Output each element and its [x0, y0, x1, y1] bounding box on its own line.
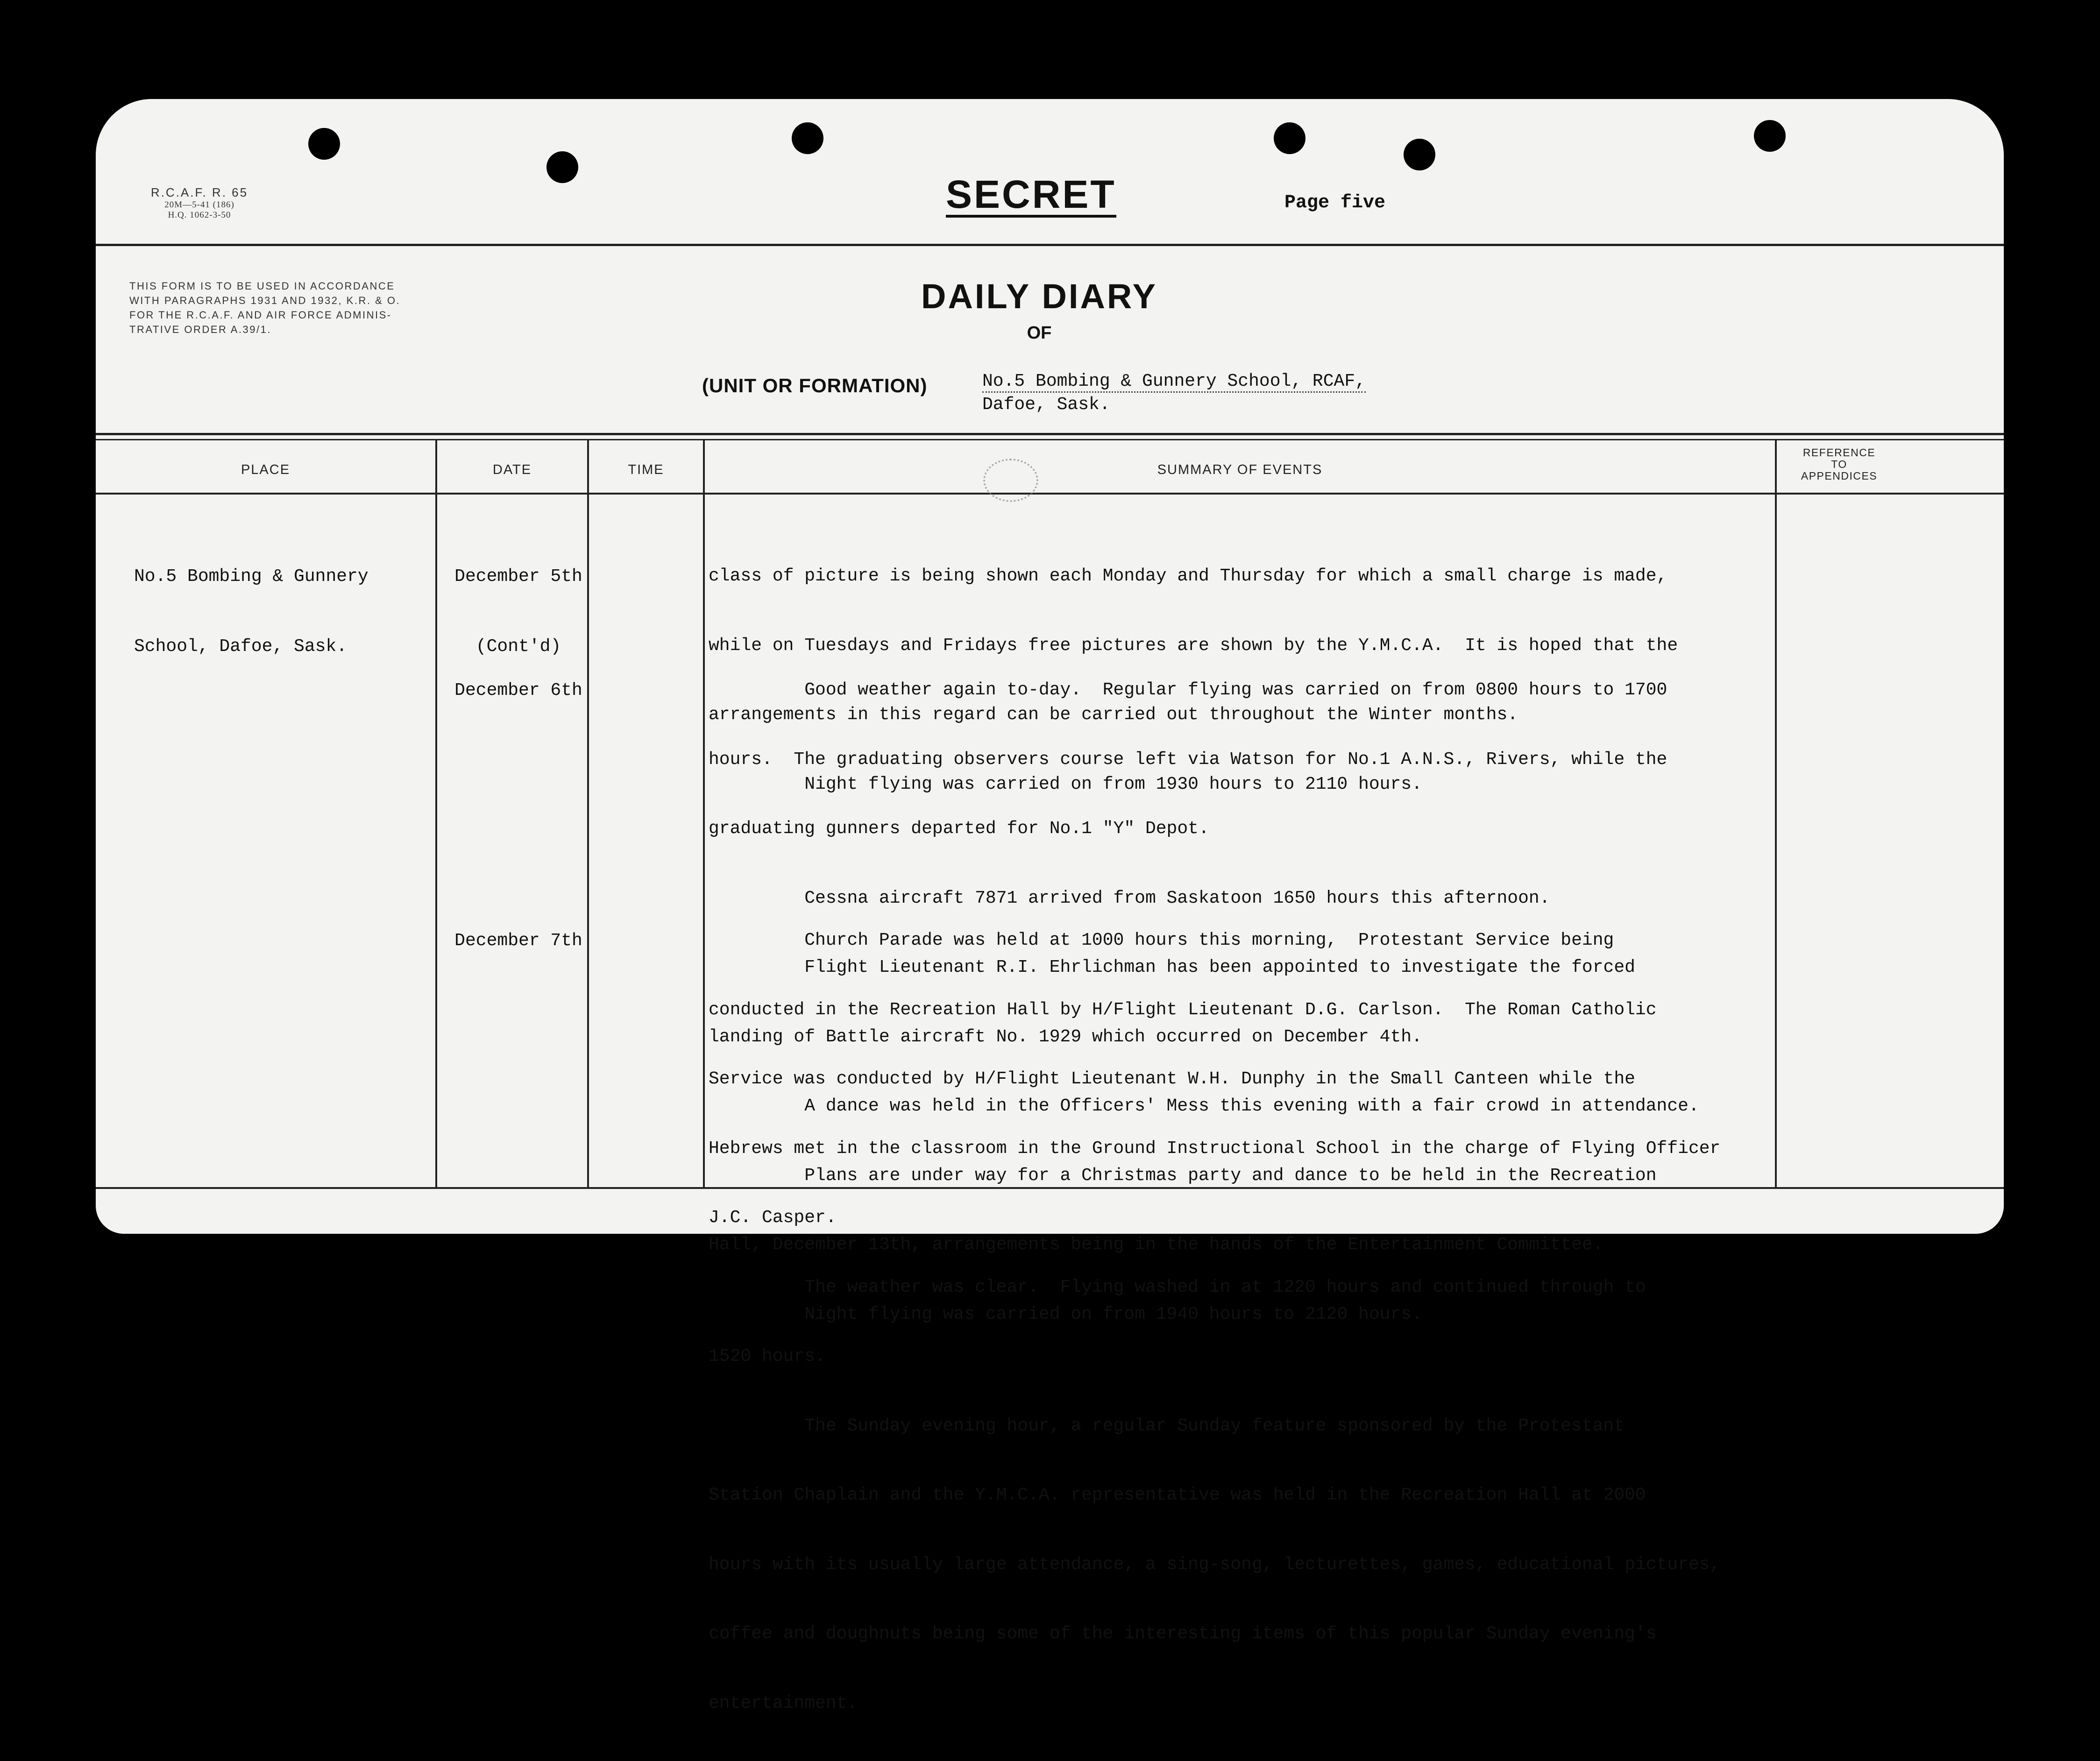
- page-number: Page five: [1284, 192, 1386, 213]
- reference-header-line: REFERENCE: [1802, 446, 1876, 459]
- reference-header-line: APPENDICES: [1801, 470, 1878, 482]
- ink-stamp: [983, 459, 1038, 502]
- summary-line: Cessna aircraft 7871 arrived from Saskatoon 1650 hours this afternoon.: [709, 888, 1550, 908]
- table-top-rule: [96, 433, 2004, 435]
- unit-value: [982, 370, 1366, 417]
- place-line: School, Dafoe, Sask.: [134, 637, 348, 657]
- date-cell: [441, 632, 596, 749]
- reference-header-line: TO: [1831, 458, 1847, 470]
- summary-entry: [709, 883, 1802, 1761]
- summary-line: hours with its usually large attendance, a sing-song, lecturettes, games, educational pictures,: [709, 1554, 1721, 1575]
- column-divider: [435, 440, 437, 1187]
- form-instructions: [129, 279, 484, 337]
- summary-line: The Sunday evening hour, a regular Sunday feature sponsored by the Protestant: [709, 1415, 1625, 1436]
- binder-hole: [1404, 139, 1435, 170]
- column-header-date: DATE: [492, 462, 532, 477]
- summary-line: J.C. Casper.: [709, 1208, 837, 1228]
- summary-line: Hall, December 13th, arrangements being in the hands of the Entertainment Committee.: [709, 1235, 1603, 1255]
- instruction-line: THIS FORM IS TO BE USED IN ACCORDANCE: [129, 280, 395, 292]
- header-rule: [96, 244, 2004, 246]
- summary-line: Station Chaplain and the Y.M.C.A. representative was held in the Recreation Hall at 2000: [709, 1485, 1646, 1505]
- summary-line: landing of Battle aircraft No. 1929 which occurred on December 4th.: [709, 1026, 1422, 1047]
- date-line: December 7th: [454, 931, 582, 951]
- classification-stamp: SECRET: [946, 174, 1116, 218]
- summary-line: Good weather again to-day. Regular flying was carried on from 0800 hours to 1700: [709, 680, 1667, 700]
- unit-location: Dafoe, Sask.: [982, 395, 1110, 415]
- summary-line: coffee and doughnuts being some of the interesting items of this popular Sunday evening's: [709, 1624, 1657, 1644]
- summary-line: Service was conducted by H/Flight Lieutenant W.H. Dunphy in the Small Canteen while the: [709, 1069, 1635, 1089]
- summary-line: Night flying was carried on from 1940 hours to 2120 hours.: [709, 1304, 1422, 1324]
- summary-line: entertainment.: [709, 1693, 858, 1713]
- summary-line: Flight Lieutenant R.I. Ehrlichman has been appointed to investigate the forced: [709, 957, 1635, 977]
- summary-line: 1520 hours.: [709, 1346, 826, 1366]
- summary-line: A dance was held in the Officers' Mess this evening with a fair crowd in attendance.: [709, 1096, 1699, 1116]
- summary-line: graduating gunners departed for No.1 "Y" Depot.: [709, 819, 1209, 839]
- column-header-summary: SUMMARY OF EVENTS: [1157, 462, 1323, 477]
- summary-line: conducted in the Recreation Hall by H/Flight Lieutenant D.G. Carlson. The Roman Catholic: [709, 999, 1657, 1020]
- date-cell: [441, 883, 596, 999]
- summary-line: class of picture is being shown each Monday and Thursday for which a small charge is made,: [709, 566, 1667, 586]
- diary-title: DAILY DIARY: [921, 277, 1157, 316]
- form-code-line: 20M—5-41 (186): [164, 200, 234, 210]
- instruction-line: FOR THE R.C.A.F. AND AIR FORCE ADMINIS-: [129, 309, 392, 321]
- instruction-line: WITH PARAGRAPHS 1931 AND 1932, K.R. & O.: [129, 295, 401, 306]
- form-code-line: R.C.A.F. R. 65: [150, 185, 248, 199]
- binder-hole: [546, 151, 578, 183]
- binder-hole: [792, 122, 823, 154]
- place-line: No.5 Bombing & Gunnery: [134, 566, 369, 587]
- summary-line: hours. The graduating observers course left via Watson for No.1 A.N.S., Rivers, while the: [709, 749, 1667, 770]
- instruction-line: TRATIVE ORDER A.39/1.: [129, 324, 271, 335]
- summary-line: Hebrews met in the classroom in the Ground Instructional School in the charge of Flying Officer: [709, 1138, 1721, 1159]
- date-line: December 5th: [454, 566, 582, 587]
- form-code: [129, 185, 270, 220]
- binder-hole: [1754, 120, 1786, 152]
- column-header-time: TIME: [628, 462, 664, 477]
- diary-page: [96, 99, 2004, 1713]
- table-top-rule: [96, 439, 2004, 440]
- summary-line: Night flying was carried on from 1930 hours to 2110 hours.: [709, 774, 1422, 794]
- binder-hole: [308, 128, 340, 160]
- column-divider: [703, 440, 705, 1187]
- form-code-line: H.Q. 1062-3-50: [168, 210, 231, 220]
- summary-line: Church Parade was held at 1000 hours this morning, Protestant Service being: [709, 930, 1614, 950]
- unit-label: (UNIT OR FORMATION): [702, 375, 928, 396]
- place-cell: [134, 518, 369, 705]
- unit-name: No.5 Bombing & Gunnery School, RCAF,: [982, 371, 1366, 393]
- summary-line: while on Tuesdays and Fridays free pictures are shown by the Y.M.C.A. It is hoped that the: [709, 635, 1678, 656]
- column-header-reference: [1777, 447, 1901, 482]
- binder-hole: [1274, 122, 1305, 154]
- diary-title-of: OF: [1027, 323, 1052, 343]
- column-header-place: PLACE: [241, 462, 291, 477]
- summary-line: The weather was clear. Flying washed in at 1220 hours and continued through to: [709, 1277, 1646, 1297]
- date-line: (Cont'd): [475, 637, 561, 657]
- header-divider: [96, 493, 2004, 495]
- summary-line: arrangements in this regard can be carried out throughout the Winter months.: [709, 705, 1518, 725]
- summary-line: Plans are under way for a Christmas party and dance to be held in the Recreation: [709, 1165, 1657, 1186]
- date-line: December 6th: [454, 680, 582, 700]
